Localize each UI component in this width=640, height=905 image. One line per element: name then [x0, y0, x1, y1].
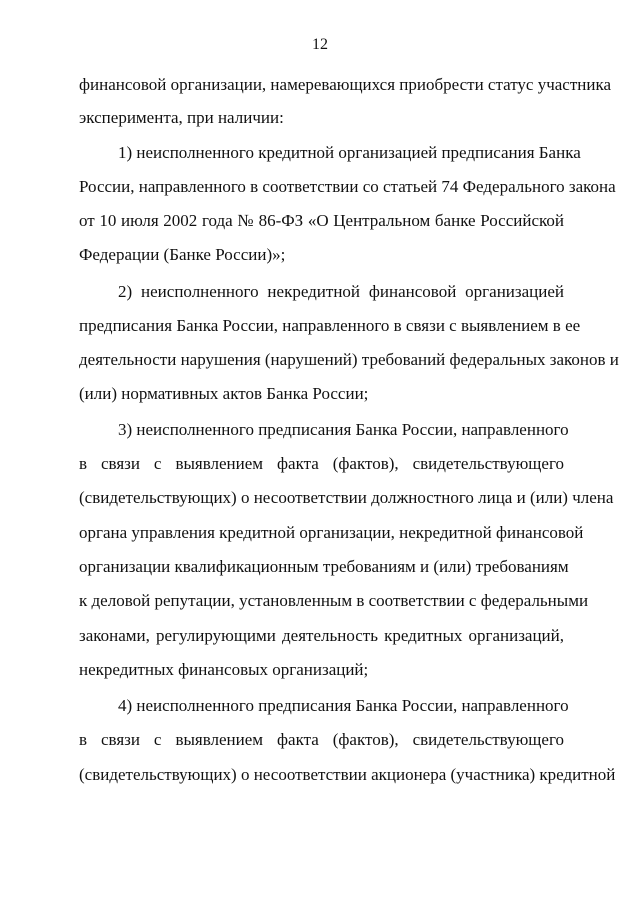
text-line: в связи с выявлением факта (фактов), свидетельствующего — [79, 454, 564, 473]
text-line: (свидетельствующих) о несоответствии акционера (участника) кредитной — [79, 765, 616, 784]
text-line: в связи с выявлением факта (фактов), свидетельствующего — [79, 730, 564, 749]
text-line: эксперимента, при наличии: — [79, 108, 284, 127]
page-number: 12 — [312, 36, 328, 53]
text-line: предписания Банка России, направленного в связи с выявлением в ее — [79, 316, 581, 335]
text-line: организации квалификационным требованиям и (или) требованиям — [79, 557, 569, 576]
text-line: финансовой организации, намеревающихся приобрести статус участника — [79, 75, 612, 94]
text-line: (свидетельствующих) о несоответствии должностного лица и (или) члена — [79, 488, 614, 507]
text-line: к деловой репутации, установленным в соответствии с федеральными — [79, 591, 589, 610]
text-line: (или) нормативных актов Банка России; — [79, 384, 369, 403]
text-line: законами, регулирующими деятельность кредитных организаций, — [79, 626, 564, 645]
text-line: от 10 июля 2002 года № 86-ФЗ «О Центральном банке Российской — [79, 211, 564, 230]
text-line: деятельности нарушения (нарушений) требований федеральных законов и — [79, 350, 619, 369]
text-line: некредитных финансовых организаций; — [79, 660, 369, 679]
text-line: России, направленного в соответствии со статьей 74 Федерального закона — [79, 177, 616, 196]
list-item-4-line: 4) неисполненного предписания Банка России, направленного — [118, 696, 569, 715]
list-item-3-line: 3) неисполненного предписания Банка России, направленного — [118, 420, 569, 439]
list-item-1-line: 1) неисполненного кредитной организацией предписания Банка — [118, 143, 581, 162]
list-item-2-line: 2) неисполненного некредитной финансовой организацией — [118, 282, 564, 301]
text-line: органа управления кредитной организации, некредитной финансовой — [79, 523, 584, 542]
text-line: Федерации (Банке России)»; — [79, 245, 286, 264]
